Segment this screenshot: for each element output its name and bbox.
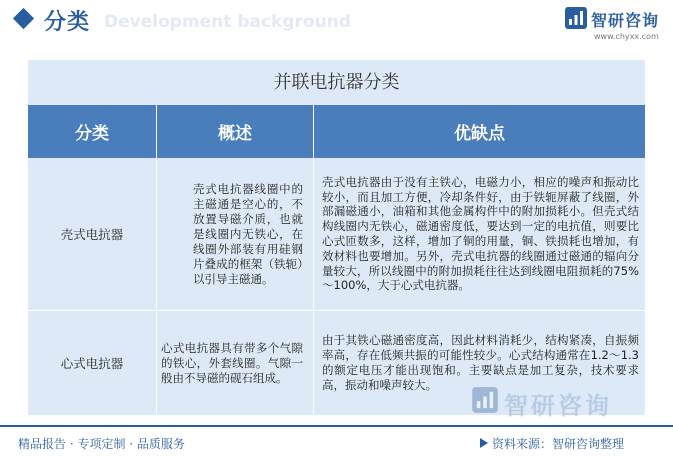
category-text: 心式电抗器 bbox=[60, 355, 124, 371]
brand-url: www.chyxx.com bbox=[594, 32, 659, 41]
table-title: 并联电抗器分类 bbox=[273, 72, 400, 93]
pros-cons-text: 壳式电抗器由于没有主铁心，电磁力小，相应的噪声和振动比较小，而且加工方便，冷却条件好，由于铁轭屏蔽了线圈，外部漏磁通小，油箱和其他金属构件中的附加损耗小。但壳式结构线圈内无铁心，磁通密度低，要达到一定的电抗值，则要比心式匝数多，这样，增加了铜的用量，铜、铁损耗也增加，有效材料也要增加。另外，壳式电抗器的线圈通过磁通的辐向分量较大，所以线圈中的附加损耗往往达到线圈电阻损耗的75%～100%，大于心式电抗器。 bbox=[322, 174, 639, 293]
table-row-1-pros-cons bbox=[314, 158, 645, 310]
chart-logo-icon bbox=[564, 6, 588, 30]
column-header-category: 分类 bbox=[28, 105, 156, 158]
section-title: 分类 bbox=[44, 10, 91, 35]
background-watermark-text: Development background bbox=[104, 12, 351, 32]
watermark-logo-icon bbox=[471, 386, 499, 414]
category-text: 壳式电抗器 bbox=[60, 226, 124, 242]
top-bar bbox=[0, 0, 673, 46]
overview-text: 心式电抗器具有带多个气隙的铁心，外套线圈。气隙一般由不导磁的砚石组成。 bbox=[161, 340, 303, 385]
table-row-2-overview bbox=[157, 311, 313, 415]
footer bbox=[0, 425, 673, 457]
table-row-2-category bbox=[28, 311, 156, 415]
column-header-pros-cons: 优缺点 bbox=[314, 105, 645, 158]
footer-source: 资料来源：智研咨询整理 bbox=[492, 437, 625, 451]
table-row-1-category bbox=[28, 158, 156, 310]
diamond-bullet-icon bbox=[13, 8, 34, 29]
pros-cons-text: 由于其铁心磁通密度高，因此材料消耗少，结构紧凑，自振频率高，存在低频共振的可能性较少。心式结构通常在1.2～1.3的额定电压才能出现饱和。主要缺点是加工复杂，技术要求高，振动和噪声较大。 bbox=[322, 333, 639, 392]
table-row-1-overview bbox=[157, 158, 313, 310]
triangle-pointer-icon bbox=[480, 438, 488, 448]
brand-logo-block bbox=[564, 6, 673, 46]
footer-divider bbox=[0, 425, 673, 427]
watermark-text: 智研咨询 bbox=[504, 392, 612, 420]
overview-text: 壳式电抗器线圈中的主磁通是空心的，不放置导磁介质，也就是线圈内无铁心，在线圈外部装有用硅钢片叠成的框架（铁轭）以引导主磁通。 bbox=[193, 181, 303, 286]
classification-table bbox=[28, 60, 645, 415]
footer-slogan: 精品报告 · 专项定制 · 品质服务 bbox=[18, 437, 185, 451]
brand-name: 智研咨询 bbox=[591, 11, 660, 30]
column-header-overview: 概述 bbox=[157, 105, 313, 158]
